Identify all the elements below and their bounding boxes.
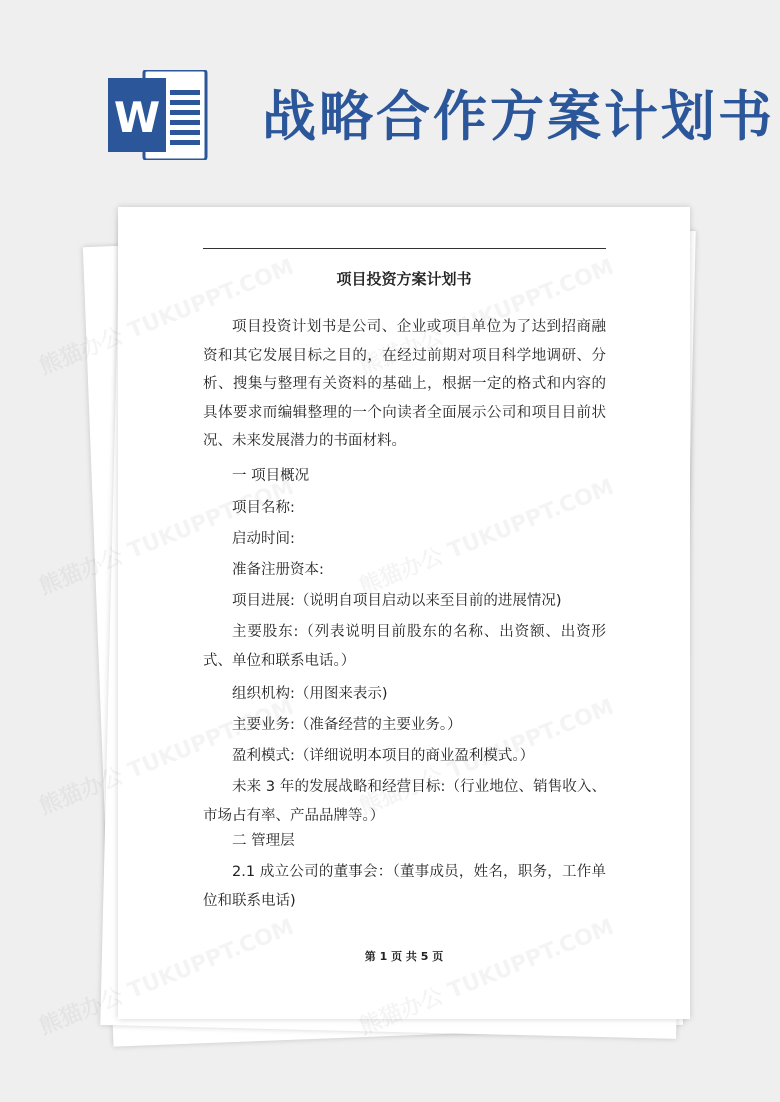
field-line: 主要股东:（列表说明目前股东的名称、出资额、出资形式、单位和联系电话。） [203,624,606,669]
field-line: 主要业务:（准备经营的主要业务。） [232,717,462,733]
word-logo-icon [108,70,208,160]
field-line: 未来 3 年的发展战略和经营目标:（行业地位、销售收入、市场占有率、产品品牌等。） [203,779,606,824]
field-line: 2.1 成立公司的董事会：（董事成员，姓名，职务，工作单位和联系电话) [203,864,606,909]
field-line: 项目进展:（说明自项目启动以来至目前的进展情况) [232,593,562,609]
banner-title: 战略合作方案计划书 [262,85,775,148]
field-line: 项目名称: [232,500,295,516]
section-heading: 一 项目概况 [232,468,310,484]
section-heading: 二 管理层 [232,833,295,849]
field-line: 准备注册资本: [232,562,324,578]
field-line: 盈利模式:（详细说明本项目的商业盈利模式。） [232,748,535,764]
logo-letter: W [113,93,161,142]
intro-paragraph: 项目投资计划书是公司、企业或项目单位为了达到招商融资和其它发展目标之目的，在经过前期对项目科学地调研、分析、搜集与整理有关资料的基础上，根据一定的格式和内容的具体要求而编辑整理的一个向读者全面展示公司和项目目前状况、未来发展潜力的书面材料。 [203,319,606,449]
document-title: 项目投资方案计划书 [336,270,472,288]
document-page [118,207,690,1019]
page-footer: 第 1 页 共 5 页 [364,950,444,963]
field-line: 组织机构:（用图来表示) [232,686,388,702]
field-line: 启动时间: [232,531,295,547]
header-rule [203,248,606,249]
